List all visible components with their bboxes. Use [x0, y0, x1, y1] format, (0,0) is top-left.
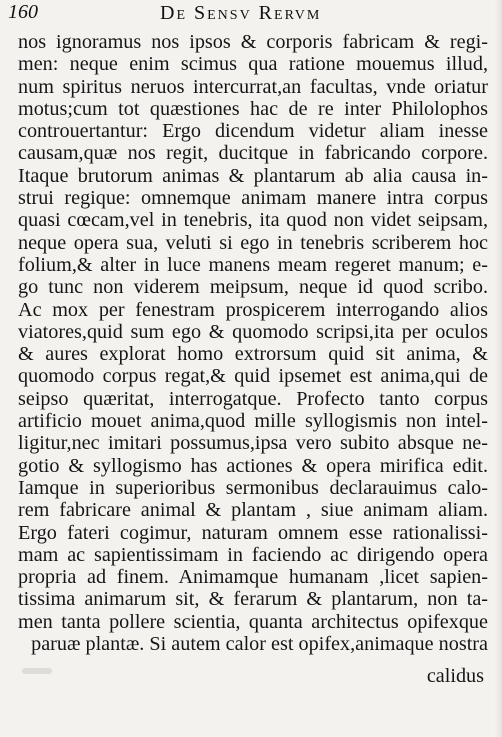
text-line: Iamque in superioribus sermonibus declarauimus calo-	[18, 476, 488, 499]
text-line: seipso quæritat, interrogatque. Profecto tanto corpus	[18, 387, 488, 410]
body-text	[18, 31, 488, 655]
text-line: paruæ plantæ. Si autem calor est opifex,animaque nostra	[31, 633, 488, 656]
text-line: quomodo corpus regat,& quid ipsemet est anima,qui de	[18, 365, 488, 388]
text-line: Itaque brutorum animas & plantarum ab alia causa in-	[18, 164, 488, 187]
text-line: gotio & syllogismo has actiones & opera mirifica edit.	[18, 454, 488, 477]
page-edge-shadow	[494, 0, 502, 737]
catchword: calidus	[426, 665, 484, 687]
text-line: & aures explorat homo extrorsum quid sit anima, &	[18, 343, 488, 366]
text-line: men: neque enim scimus qua ratione mouemus illud,	[18, 53, 488, 76]
text-line: propria ad finem. Animamque humanam ,licet sapien-	[18, 566, 488, 589]
text-line: causam,quæ nos regit, ducitque in fabricando corpore.	[18, 142, 488, 165]
text-line: Ergo fateri cogimur, naturam omnem esse rationalissi-	[18, 521, 488, 544]
page-number: 160	[8, 1, 38, 23]
text-line: men tanta pollere scientia, quanta architectus opifexque	[18, 610, 488, 633]
text-line: go tunc non viderem meipsum, neque id quod scribo.	[18, 276, 488, 299]
text-line: num spiritus neruos intercurrat,an facultas, vnde oriatur	[18, 75, 488, 98]
text-line: mam ac sapientissimam in faciendo ac dirigendo opera	[18, 543, 488, 566]
text-line: rem fabricare animal & plantam , siue animam aliam.	[18, 499, 488, 522]
text-line: folium,& alter in luce manens meam regeret manum; e-	[18, 253, 488, 276]
text-line: artificio mouet anima,quod mille syllogismis non intel-	[18, 410, 488, 433]
paper-blemish	[22, 668, 52, 674]
text-line: nos ignoramus nos ipsos & corporis fabricam & regi-	[18, 31, 488, 53]
text-line: ligitur,nec imitari possumus,ipsa vero subito absque ne-	[18, 432, 488, 455]
text-line: controuertantur: Ergo dicendum videtur aliam inesse	[18, 120, 488, 143]
running-head: De Sensv Rervm	[160, 2, 322, 24]
text-line: tissima animarum sit, & ferarum & plantarum, non ta-	[18, 588, 488, 611]
text-line: viatores,quid sum ego & quomodo scripsi,ita per oculos	[18, 320, 488, 343]
page-header	[8, 0, 494, 26]
text-line: quasi cœcam,vel in tenebris, ita quod non videt seipsam,	[18, 209, 488, 232]
text-line: strui regique: omnemque animam manere intra corpus	[18, 187, 488, 210]
text-line: Ac mox per fenestram prospicerem interrogando alios	[18, 298, 488, 321]
text-line: neque opera sua, veluti si ego in tenebris scriberem hoc	[18, 231, 488, 254]
text-line: motus;cum tot quæstiones hac de re inter Philolophos	[18, 97, 488, 120]
